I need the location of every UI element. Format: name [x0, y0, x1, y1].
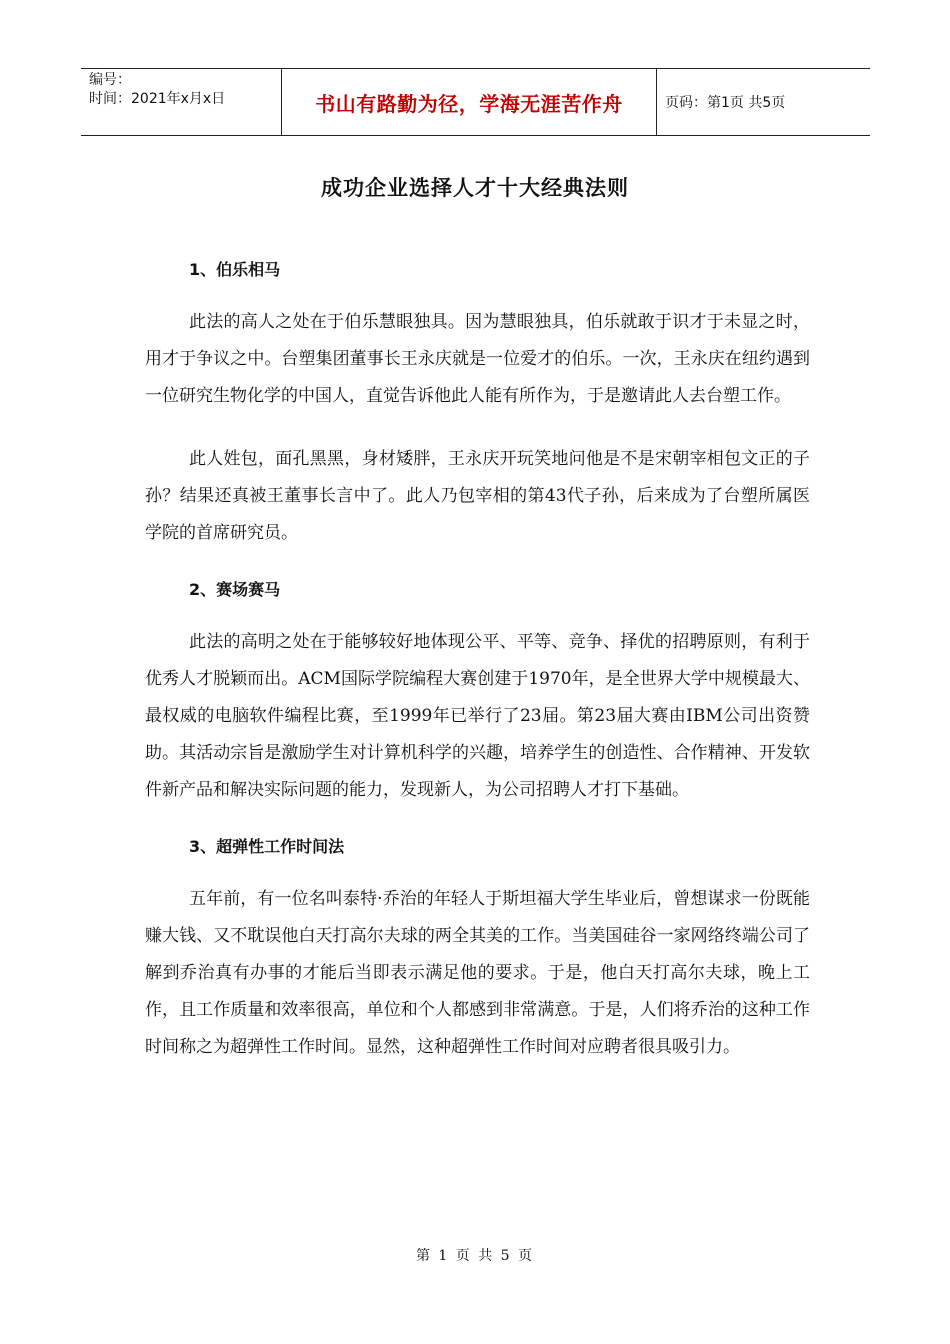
header-motto: 书山有路勤为径，学海无涯苦作舟: [281, 69, 657, 135]
header-meta: [81, 69, 281, 135]
document-title: 成功企业选择人才十大经典法则: [321, 176, 629, 200]
section-paragraph: 此法的高人之处在于伯乐慧眼独具。因为慧眼独具，伯乐就敢于识才于未显之时，用才于争议之中。台塑集团董事长王永庆就是一位爱才的伯乐。一次，王永庆在纽约遇到一位研究生物化学的中国人，直觉告诉他此人能有所作为，于是邀请此人去台塑工作。: [145, 312, 810, 406]
section-paragraph: 此法的高明之处在于能够较好地体现公平、平等、竞争、择优的招聘原则，有利于优秀人才脱颖而出。ACM国际学院编程大赛创建于1970年，是全世界大学中规模最大、最权威的电脑软件编程比赛，至1999年已举行了23届。第23届大赛由IBM公司出资赞助。其活动宗旨是激励学生对计算机科学的兴趣，培养学生的创造性、合作精神、开发软件新产品和解决实际问题的能力，发现新人，为公司招聘人才打下基础。: [145, 632, 810, 800]
section-heading: 2、赛场赛马: [189, 580, 281, 599]
document-number-label: 编号：: [89, 72, 131, 88]
section-paragraph: 此人姓包，面孔黑黑，身材矮胖，王永庆开玩笑地问他是不是宋朝宰相包文正的子孙？结果还真被王董事长言中了。此人乃包宰相的第43代子孙，后来成为了台塑所属医学院的首席研究员。: [145, 449, 810, 543]
page-header: [81, 68, 870, 136]
header-page-info: 页码：第1页 共5页: [665, 95, 786, 111]
page-footer: 第 1 页 共 5 页: [415, 1248, 535, 1264]
section-heading: 1、伯乐相马: [189, 260, 281, 279]
document-date: 时间：2021年x月x日: [89, 91, 226, 107]
section-paragraph: 五年前，有一位名叫泰特·乔治的年轻人于斯坦福大学生毕业后，曾想谋求一份既能赚大钱、又不耽误他白天打高尔夫球的两全其美的工作。当美国硅谷一家网络终端公司了解到乔治真有办事的才能后当即表示满足他的要求。于是，他白天打高尔夫球，晚上工作，且工作质量和效率很高，单位和个人都感到非常满意。于是，人们将乔治的这种工作时间称之为超弹性工作时间。显然，这种超弹性工作时间对应聘者很具吸引力。: [145, 889, 810, 1057]
document-body: [145, 258, 810, 1066]
section-heading: 3、超弹性工作时间法: [189, 837, 345, 856]
